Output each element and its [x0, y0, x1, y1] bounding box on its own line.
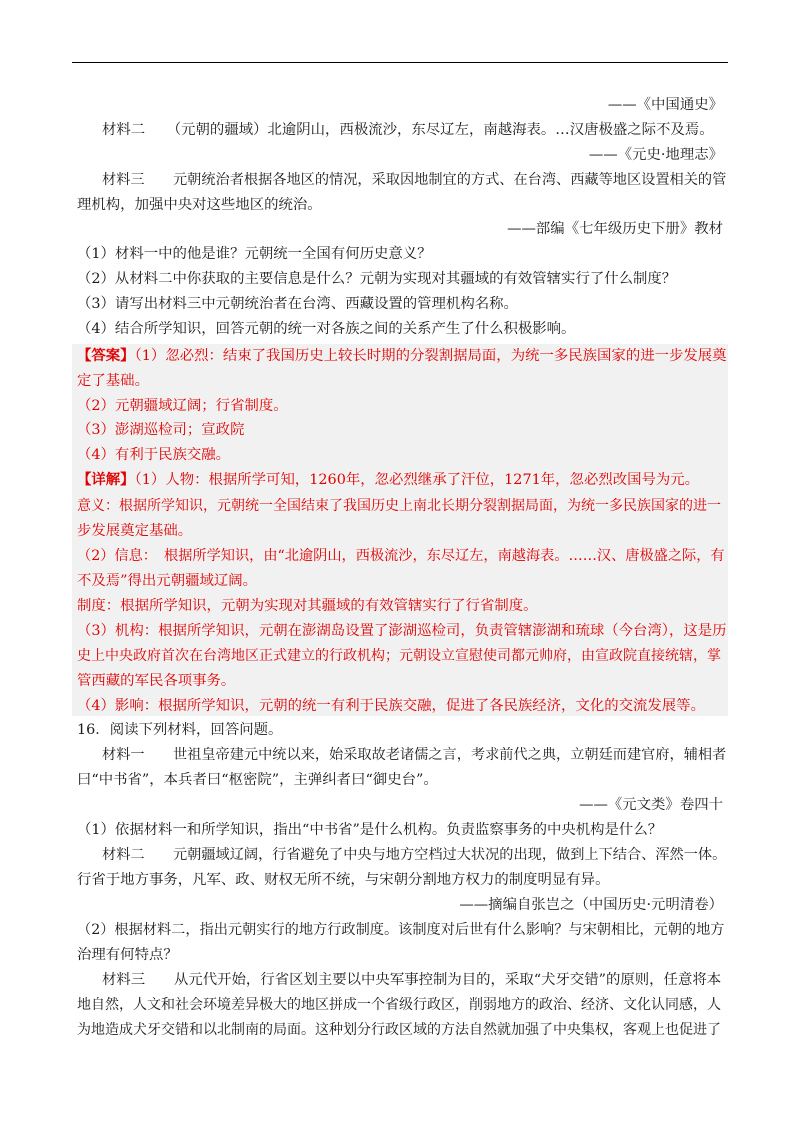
answer-text: （1）忽必烈：结束了我国历史上较长时期的分裂割据局面，为统一多民族国家的进一步发展奠	[134, 348, 727, 364]
question-1: （1）材料一中的他是谁？元朝统一全国有何历史意义？	[77, 246, 432, 262]
answer-line: （3）澎湖巡检司；宣政院	[77, 422, 245, 438]
q16-question-1: （1）依据材料一和所学知识，指出“中书省”是什么机构。负责监察事务的中央机构是什么？	[77, 822, 663, 838]
answer-line: 定了基础。	[77, 373, 149, 389]
question-4: （4）结合所学知识，回答元朝的统一对各族之间的关系产生了什么积极影响。	[77, 321, 576, 337]
source-citation: ——《元文类》卷四十	[579, 797, 723, 813]
q16-question-2-cont: 治理有何特点？	[77, 947, 178, 963]
analysis-line: （2）信息： 根据所学知识，由“北逾阴山，西极流沙，东尽辽左，南越海表。……汉、唐极盛之际，有	[77, 548, 725, 564]
analysis-line: 步发展奠定基础。	[77, 523, 193, 539]
analysis-first-line	[77, 471, 727, 489]
question-2: （2）从材料二中你获取的主要信息是什么？元朝为实现对其疆域的有效管辖实行了什么制度？	[77, 271, 677, 287]
material-two: 材料二 （元朝的疆域）北逾阴山，西极流沙，东尽辽左，南越海表。…汉唐极盛之际不及焉。	[102, 122, 714, 138]
q16-question-2: （2）根据材料二，指出元朝实行的地方行政制度。该制度对后世有什么影响？与宋朝相比，元朝的地方	[77, 922, 725, 938]
analysis-text: （1）人物：根据所学可知，1260年，忽必烈继承了汗位，1271年，忽必烈改国号为元。	[134, 472, 700, 488]
answer-line: （2）元朝疆域辽阔；行省制度。	[77, 398, 288, 414]
analysis-line: （4）影响：根据所学知识，元朝的统一有利于民族交融，促进了各民族经济，文化的交流发展等。	[77, 698, 705, 714]
q16-material-one: 材料一 世祖皇帝建元中统以来，始采取故老诸儒之言，考求前代之典，立朝廷而建官府，辅相者	[102, 747, 727, 763]
analysis-tag: 【详解】	[77, 471, 135, 488]
q16-material-two-cont: 行省于地方事务，凡军、政、财权无所不统，与宋朝分割地方权力的制度明显有异。	[77, 872, 610, 888]
source-citation: ——摘编自张岂之（中国历史·元明清卷）	[459, 897, 723, 913]
analysis-line: 意义：根据所学知识，元朝统一全国结束了我国历史上南北长期分裂割据局面，为统一多民族国家的进一	[77, 498, 721, 514]
source-citation: ——《中国通史》	[607, 97, 723, 113]
answer-first-line	[77, 347, 727, 365]
material-three-cont: 理机构，加强中央对这些地区的统治。	[77, 197, 322, 213]
question-16-title: 16．阅读下列材料，回答问题。	[77, 722, 283, 738]
analysis-line: 不及焉”得出元朝疆域辽阔。	[77, 573, 258, 589]
analysis-line: （3）机构：根据所学知识，元朝在澎湖岛设置了澎湖巡检司，负责管辖澎湖和琉球（今台湾），这是历	[77, 623, 727, 639]
analysis-line: 制度：根据所学知识，元朝为实现对其疆域的有效管辖实行了行省制度。	[77, 598, 538, 614]
source-citation: ——部编《七年级历史下册》教材	[507, 221, 723, 237]
q16-material-three-cont: 为地造成犬牙交错和以北制南的局面。这种划分行政区域的方法自然就加强了中央集权，客观上也促进了	[77, 1022, 721, 1038]
source-citation: ——《元史·地理志》	[588, 147, 723, 163]
header-rule	[72, 62, 728, 63]
analysis-line: 史上中央政府首次在台湾地区正式建立的行政机构；元朝设立宣慰使司都元帅府，由宣政院直接统辖，掌	[77, 648, 721, 664]
answer-tag: 【答案】	[77, 347, 135, 364]
material-three: 材料三 元朝统治者根据各地区的情况，采取因地制宜的方式、在台湾、西藏等地区设置相关的管	[102, 172, 727, 188]
question-3: （3）请写出材料三中元朝统治者在台湾、西藏设置的管理机构名称。	[77, 296, 518, 312]
analysis-line: 管西藏的军民各项事务。	[77, 673, 236, 689]
q16-material-one-cont: 曰“中书省”，本兵者曰“枢密院”，主弹纠者曰“御史台”。	[77, 772, 438, 788]
answer-line: （4）有利于民族交融。	[77, 447, 231, 463]
q16-material-two: 材料二 元朝疆域辽阔，行省避免了中央与地方空档过大状况的出现，做到上下结合、浑然一体。	[102, 847, 727, 863]
q16-material-three-cont: 地自然，人文和社会环境差异极大的地区拼成一个省级行政区，削弱地方的政治、经济、文化认同感，人	[77, 997, 721, 1013]
q16-material-three: 材料三 从元代开始，行省区划主要以中央军事控制为目的，采取“犬牙交错”的原则，任意将本	[102, 972, 722, 988]
